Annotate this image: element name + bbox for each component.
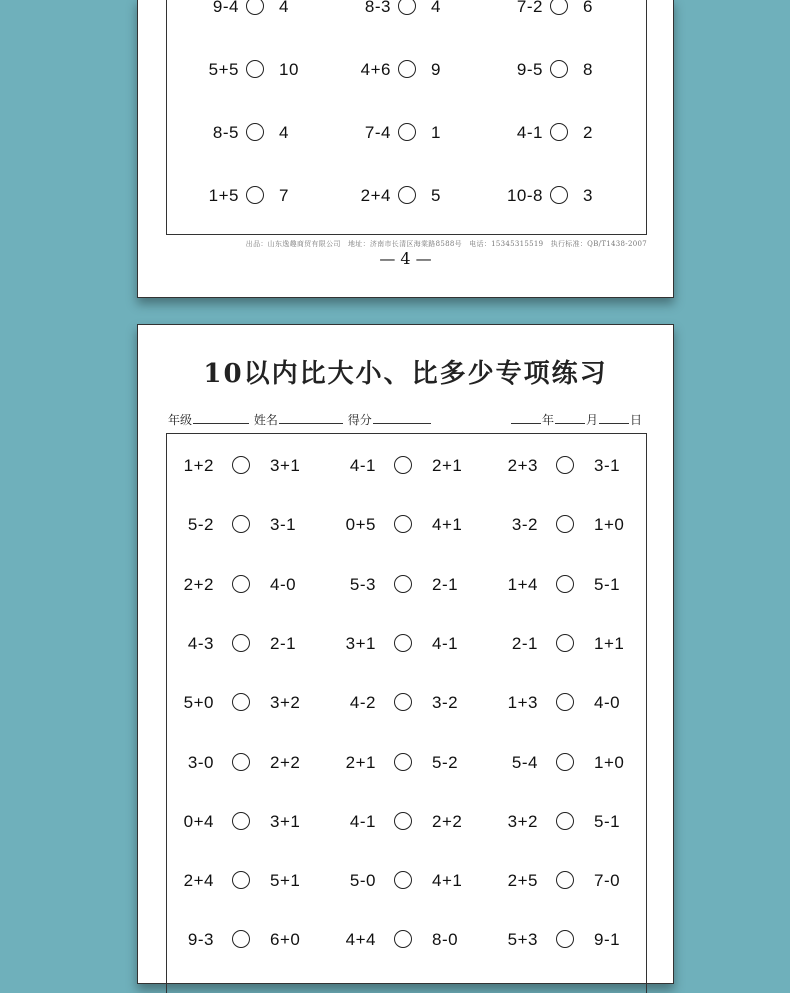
right-expression: 7 [279, 186, 289, 205]
right-expression: 9-1 [594, 930, 621, 950]
right-expression: 7-0 [594, 871, 621, 891]
left-expression: 4-2 [349, 693, 376, 713]
comparison-answer-circle[interactable] [232, 753, 250, 771]
comparison-answer-circle[interactable] [394, 753, 412, 771]
right-expression: 3 [583, 186, 593, 205]
comparison-answer-circle[interactable] [550, 186, 568, 204]
right-expression: 2+2 [432, 811, 463, 831]
left-expression: 2+4 [360, 186, 391, 205]
name-blank[interactable] [279, 411, 343, 424]
comparison-answer-circle[interactable] [550, 0, 568, 15]
grade-blank[interactable] [193, 411, 249, 424]
exercise-row [167, 570, 646, 600]
right-expression: 3-1 [594, 456, 621, 475]
exercise-row [167, 748, 646, 778]
comparison-answer-circle[interactable] [394, 693, 412, 711]
left-expression: 4-1 [349, 811, 376, 831]
page-number: — 4 — [379, 249, 432, 268]
comparison-answer-circle[interactable] [232, 871, 250, 889]
right-expression: 5-1 [594, 574, 621, 594]
left-expression: 1+3 [507, 693, 538, 713]
comparison-answer-circle[interactable] [394, 930, 412, 948]
right-expression: 8-0 [432, 930, 459, 950]
left-expression: 1+4 [507, 574, 538, 594]
comparison-answer-circle[interactable] [394, 456, 412, 474]
comparison-answer-circle[interactable] [556, 871, 574, 889]
comparison-answer-circle[interactable] [394, 515, 412, 533]
comparison-answer-circle[interactable] [556, 575, 574, 593]
comparison-answer-circle[interactable] [556, 812, 574, 830]
right-expression: 4 [431, 0, 441, 16]
exercise-row [167, 925, 646, 955]
comparison-answer-circle[interactable] [232, 456, 250, 474]
date-info-line [510, 411, 642, 428]
comparison-answer-circle[interactable] [232, 575, 250, 593]
exercise-row [167, 866, 646, 896]
right-expression: 2-1 [270, 633, 297, 653]
left-expression: 7-2 [516, 0, 543, 16]
right-expression: 4-0 [270, 574, 297, 594]
right-expression: 6 [583, 0, 593, 16]
right-expression: 2 [583, 123, 593, 142]
right-expression: 5-1 [594, 811, 621, 831]
exercise-row [167, 118, 646, 148]
comparison-answer-circle[interactable] [556, 693, 574, 711]
grade-label: 年级 [168, 413, 193, 427]
exercise-row [167, 181, 646, 211]
left-expression: 5+5 [208, 60, 239, 79]
comparison-answer-circle[interactable] [246, 60, 264, 78]
right-expression: 4-0 [594, 693, 621, 713]
right-expression: 5+1 [270, 871, 301, 891]
right-expression: 1+0 [594, 752, 625, 772]
comparison-answer-circle[interactable] [550, 60, 568, 78]
score-blank[interactable] [373, 411, 431, 424]
comparison-answer-circle[interactable] [232, 930, 250, 948]
comparison-answer-circle[interactable] [232, 634, 250, 652]
comparison-answer-circle[interactable] [232, 515, 250, 533]
right-expression: 2-1 [432, 574, 459, 594]
day-blank[interactable] [599, 411, 629, 424]
left-expression: 2-1 [511, 633, 538, 653]
comparison-answer-circle[interactable] [398, 123, 416, 141]
comparison-answer-circle[interactable] [556, 930, 574, 948]
right-expression: 6+0 [270, 930, 301, 950]
exercise-row [167, 510, 646, 540]
left-expression: 5-3 [349, 574, 376, 594]
right-expression: 5-2 [432, 752, 459, 772]
comparison-answer-circle[interactable] [246, 0, 264, 15]
exercise-frame-top [166, 0, 647, 235]
left-expression: 3-2 [511, 515, 538, 535]
right-expression: 3-1 [270, 515, 297, 535]
comparison-answer-circle[interactable] [246, 123, 264, 141]
comparison-answer-circle[interactable] [232, 693, 250, 711]
right-expression: 2+1 [432, 456, 463, 475]
left-expression: 5+0 [183, 693, 214, 713]
left-expression: 4+4 [345, 930, 376, 950]
left-expression: 1+2 [183, 456, 214, 475]
right-expression: 3+1 [270, 456, 301, 475]
right-expression: 10 [279, 60, 299, 79]
comparison-answer-circle[interactable] [398, 186, 416, 204]
left-expression: 4-1 [516, 123, 543, 142]
left-expression: 9-4 [212, 0, 239, 16]
left-expression: 8-5 [212, 123, 239, 142]
exercise-row [167, 629, 646, 659]
left-expression: 2+3 [507, 456, 538, 475]
comparison-answer-circle[interactable] [394, 575, 412, 593]
left-expression: 2+2 [183, 574, 214, 594]
day-label: 日 [630, 413, 643, 427]
exercise-frame-bottom [166, 433, 647, 993]
right-expression: 3+1 [270, 811, 301, 831]
right-expression: 4+1 [432, 515, 463, 535]
left-expression: 3+1 [345, 633, 376, 653]
left-expression: 0+5 [345, 515, 376, 535]
right-expression: 1 [431, 123, 441, 142]
right-expression: 4+1 [432, 871, 463, 891]
worksheet-page-bottom [137, 324, 674, 984]
left-expression: 4-3 [187, 633, 214, 653]
comparison-answer-circle[interactable] [556, 515, 574, 533]
month-blank[interactable] [555, 411, 585, 424]
left-expression: 8-3 [364, 0, 391, 16]
right-expression: 1+1 [594, 633, 625, 653]
right-expression: 1+0 [594, 515, 625, 535]
comparison-answer-circle[interactable] [394, 871, 412, 889]
left-expression: 2+1 [345, 752, 376, 772]
exercise-row [167, 0, 646, 22]
right-expression: 4 [279, 0, 289, 16]
month-label: 月 [586, 413, 599, 427]
left-expression: 5-4 [511, 752, 538, 772]
comparison-answer-circle[interactable] [398, 60, 416, 78]
left-expression: 4+6 [360, 60, 391, 79]
left-expression: 5-2 [187, 515, 214, 535]
right-expression: 2+2 [270, 752, 301, 772]
right-expression: 8 [583, 60, 593, 79]
worksheet-title: 10以内比大小、比多少专项练习 [203, 359, 608, 389]
exercise-row [167, 688, 646, 718]
comparison-answer-circle[interactable] [398, 0, 416, 15]
left-expression: 3-0 [187, 752, 214, 772]
comparison-answer-circle[interactable] [246, 186, 264, 204]
left-expression: 5+3 [507, 930, 538, 950]
left-expression: 0+4 [183, 811, 214, 831]
left-expression: 2+5 [507, 871, 538, 891]
comparison-answer-circle[interactable] [556, 753, 574, 771]
right-expression: 4 [279, 123, 289, 142]
comparison-answer-circle[interactable] [556, 634, 574, 652]
left-expression: 9-5 [516, 60, 543, 79]
year-blank[interactable] [511, 411, 541, 424]
exercise-row [167, 807, 646, 837]
exercise-row [167, 55, 646, 85]
name-label: 姓名 [253, 413, 278, 427]
comparison-answer-circle[interactable] [550, 123, 568, 141]
right-expression: 3+2 [270, 693, 301, 713]
comparison-answer-circle[interactable] [394, 634, 412, 652]
year-label: 年 [542, 413, 555, 427]
left-expression: 5-0 [349, 871, 376, 891]
right-expression: 4-1 [432, 633, 459, 653]
right-expression: 3-2 [432, 693, 459, 713]
student-info-line [168, 411, 432, 428]
comparison-answer-circle[interactable] [394, 812, 412, 830]
worksheet-page-top [137, 0, 674, 298]
left-expression: 2+4 [183, 871, 214, 891]
left-expression: 4-1 [349, 456, 376, 475]
left-expression: 10-8 [506, 186, 543, 205]
exercise-row [167, 451, 646, 481]
comparison-answer-circle[interactable] [556, 456, 574, 474]
right-expression: 5 [431, 186, 441, 205]
left-expression: 1+5 [208, 186, 239, 205]
score-label: 得分 [347, 413, 372, 427]
right-expression: 9 [431, 60, 441, 79]
left-expression: 9-3 [187, 930, 214, 950]
left-expression: 7-4 [364, 123, 391, 142]
comparison-answer-circle[interactable] [232, 812, 250, 830]
publisher-footer-note: 出品：山东逸趣商贸有限公司 地址：济南市长清区海棠路8588号 电话：15345315519 执行标准：QB/T1438-2007 [245, 240, 647, 248]
left-expression: 3+2 [507, 811, 538, 831]
